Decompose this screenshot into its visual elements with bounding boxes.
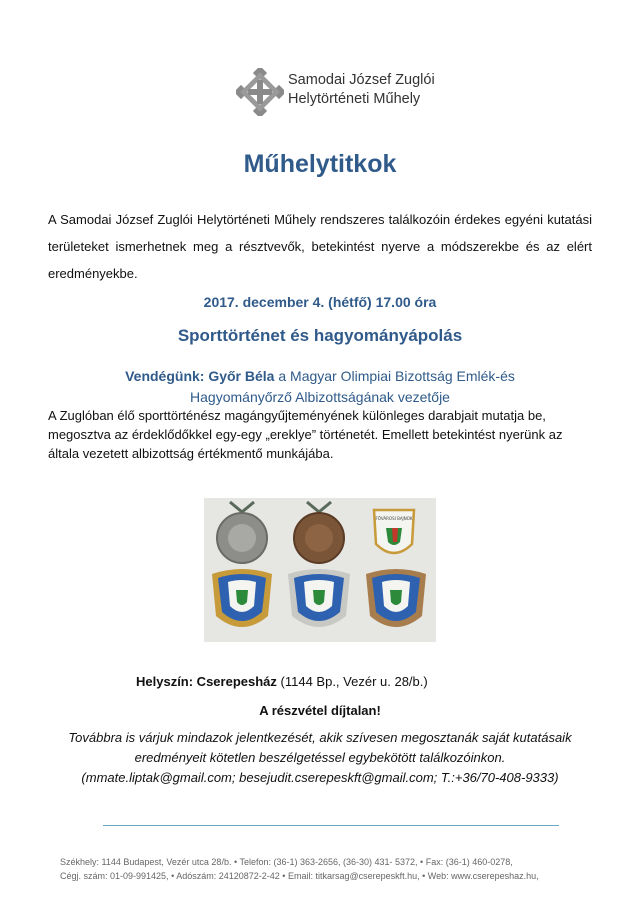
guest-label: Vendégünk: Győr Béla xyxy=(125,368,275,384)
guest-info xyxy=(80,366,560,408)
badge-white-icon xyxy=(374,510,414,553)
guest-role: a Magyar Olimpiai Bizottság Emlék-és Hagyományőrző Albizottságának vezetője xyxy=(190,368,515,405)
badge-bronze-blue-icon xyxy=(366,569,426,627)
footer-line2: Cégj. szám: 01-09-991425, • Adószám: 24120872-2-42 • Email: titkarsag@cserepeskft.hu, • Web: www.cserepeshaz.hu, xyxy=(60,871,539,881)
venue-info xyxy=(136,674,428,689)
venue-label: Helyszín: Cserepesház xyxy=(136,674,277,689)
description-paragraph: A Zuglóban élő sporttörténész magángyűjteményének különleges darabjait mutatja be, megosztva az érdeklődőkkel egy-egy „ereklye” történetét. Emellett betekintést nyerünk az általa vezetett albizottság értékmentő munkájába. xyxy=(48,408,563,461)
footer-line1: Székhely: 1144 Budapest, Vezér utca 28/b. • Telefon: (36-1) 363-2656, (36-30) 431- 5372, • Fax: (36-1) 460-0278, xyxy=(60,857,513,867)
medals-photo xyxy=(204,498,436,642)
event-topic: Sporttörténet és hagyományápolás xyxy=(177,326,463,345)
invitation-line2: eredményeit kötetlen beszélgetéssel egybekötött találkozóinkon. xyxy=(134,750,506,765)
badge-silver-blue-icon xyxy=(288,569,350,627)
invitation-line1: Továbbra is várjuk mindazok jelentkezését, akik szívesen megosztanák saját kutatásaik xyxy=(68,730,572,745)
invitation-text xyxy=(30,728,610,788)
free-entry-notice: A részvétel díjtalan! xyxy=(259,703,381,718)
event-datetime: 2017. december 4. (hétfő) 17.00 óra xyxy=(203,294,437,310)
contact-line: (mmate.liptak@gmail.com; besejudit.cserepeskft@gmail.com; T.:+36/70-408-9333) xyxy=(81,770,559,785)
org-name-line1: Samodai József Zuglói xyxy=(288,72,435,88)
intro-paragraph: A Samodai József Zuglói Helytörténeti Műhely rendszeres találkozóin érdekes egyéni kutatási területeket ismerhetnek meg a résztvevők, betekintést nyerve a módszerekbe és az elért eredményekbe. xyxy=(48,212,592,281)
venue-address: (1144 Bp., Vezér u. 28/b.) xyxy=(276,674,428,689)
footer-divider xyxy=(103,825,559,826)
badge-gold-icon xyxy=(212,569,272,627)
footer xyxy=(60,855,620,883)
org-logo-icon xyxy=(236,68,284,116)
page-title: Műhelytitkok xyxy=(243,150,397,178)
badge-caption: FŐVÁROSI BAJNOK xyxy=(375,516,413,521)
org-name xyxy=(288,71,435,109)
org-name-line2: Helytörténeti Műhely xyxy=(288,91,421,107)
